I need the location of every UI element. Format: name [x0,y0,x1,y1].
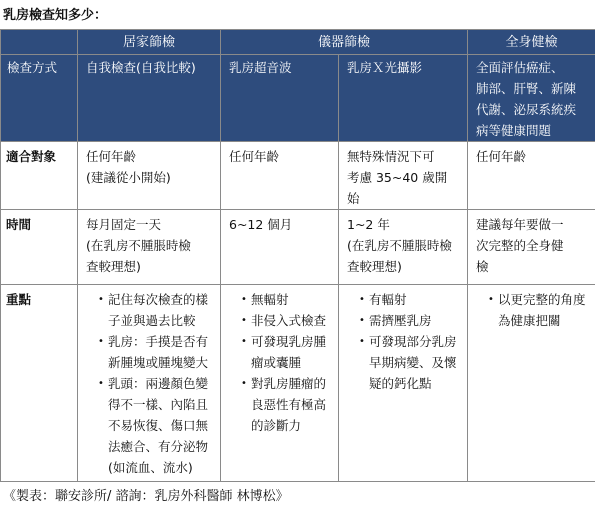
list-item [241,331,330,373]
text-line: 的診斷力 [251,418,302,433]
breast-exam-table [0,29,595,482]
text-line: 早期病變、及懷 [369,355,457,370]
bullet-icon: • [241,378,247,389]
text-line: 查較理想) [347,259,402,274]
bullet-icon: • [98,294,104,305]
bullet-icon: • [488,294,494,305]
text-line: (建議從小開始) [86,170,171,185]
row-label-target: 適合對象 [6,149,57,164]
list-item [488,289,587,331]
bullet-icon: • [98,336,104,347]
text-line: 檢 [476,259,489,274]
bullet-icon: • [98,378,104,389]
text-line: 瘤或囊腫 [251,355,302,370]
header-instrument-screening: 儀器篩檢 [221,30,468,55]
target-row [1,142,595,210]
header-corner [1,30,78,55]
text-line: 法癒合、有分泌物 [108,439,209,454]
time-xray [339,210,467,277]
points-ultrasound-list [229,289,330,436]
text-line: 次完整的全身健 [476,238,564,253]
list-item [98,289,212,331]
list-item [241,373,330,436]
target-full-body: 任何年齡 [476,149,527,164]
header-full-body-check: 全身健檢 [468,30,595,55]
text-line: 1~2 年 [347,217,390,232]
text-line: 以更完整的角度 [498,292,586,307]
text-line: 新腫塊或腫塊變大 [108,355,209,370]
bullet-icon: • [241,336,247,347]
target-ultrasound: 任何年齡 [229,149,280,164]
text-line: 有輻射 [369,292,407,307]
text-line: 每月固定一天 [86,217,162,232]
text-line: 查較理想) [86,259,141,274]
text-line: 可發現乳房腫 [251,334,327,349]
text-line: (如流血、流水) [108,460,193,475]
text-line: 代謝、泌尿系統疾 [476,102,577,117]
list-item [98,331,212,373]
text-line: 對乳房腫瘤的 [251,376,327,391]
text-line: 乳頭：兩邊顏色變 [108,376,209,391]
text-line: 非侵入式檢查 [251,313,327,328]
bullet-icon: • [359,294,365,305]
bullet-icon: • [241,294,247,305]
row-label-time: 時間 [6,217,32,232]
header-row [1,30,595,55]
text-line: 得不一樣、內陷且 [108,397,209,412]
row-label-method: 檢查方式 [7,60,58,75]
text-line: 不易恢復、傷口無 [108,418,209,433]
points-full-body-list [476,289,587,331]
text-line: 考慮 35~40 歲開始 [347,170,448,206]
list-item [241,289,330,310]
method-full-body [468,55,595,141]
time-row [1,210,595,285]
method-self-check: 自我檢查(自我比較) [86,60,196,75]
list-item [359,310,459,331]
text-line: 全面評估癌症、 [476,60,564,75]
points-self-check-list [86,289,212,478]
method-ultrasound: 乳房超音波 [229,60,292,75]
points-xray-list [347,289,459,394]
points-row [1,285,595,482]
header-home-screening: 居家篩檢 [78,30,221,55]
text-line: 需擠壓乳房 [369,313,432,328]
method-row [1,55,595,142]
list-item [359,289,459,310]
text-line: 建議每年要做一 [476,217,564,232]
text-line: 記住每次檢查的樣 [108,292,209,307]
text-line: (在乳房不腫脹時檢 [86,238,191,253]
list-item [98,373,212,478]
text-line: 無特殊情況下可 [347,149,435,164]
time-self-check [78,210,220,277]
text-line: 疑的鈣化點 [369,376,432,391]
text-line: 子並與過去比較 [108,313,196,328]
bullet-icon: • [241,315,247,326]
bullet-icon: • [359,315,365,326]
method-xray: 乳房Ｘ光攝影 [347,60,423,75]
text-line: 為健康把關 [498,313,561,328]
text-line: 可發現部分乳房 [369,334,457,349]
text-line: 肺部、肝腎、新陳 [476,81,577,96]
bullet-icon: • [359,336,365,347]
text-line: 任何年齡 [86,149,137,164]
text-line: 乳房：手摸是否有 [108,334,209,349]
list-item [241,310,330,331]
target-xray [339,142,467,209]
time-ultrasound: 6~12 個月 [229,217,293,232]
text-line: 無輻射 [251,292,289,307]
list-item [359,331,459,394]
target-self-check [78,142,220,188]
text-line: 病等健康問題 [476,123,552,138]
time-full-body [468,210,595,277]
text-line: (在乳房不腫脹時檢 [347,238,452,253]
text-line: 良惡性有極高 [251,397,327,412]
row-label-points: 重點 [6,292,32,307]
page-title: 乳房檢查知多少： [3,8,108,23]
source-credit: 《製表：聯安診所/ 諮詢：乳房外科醫師 林博松》 [3,489,289,504]
